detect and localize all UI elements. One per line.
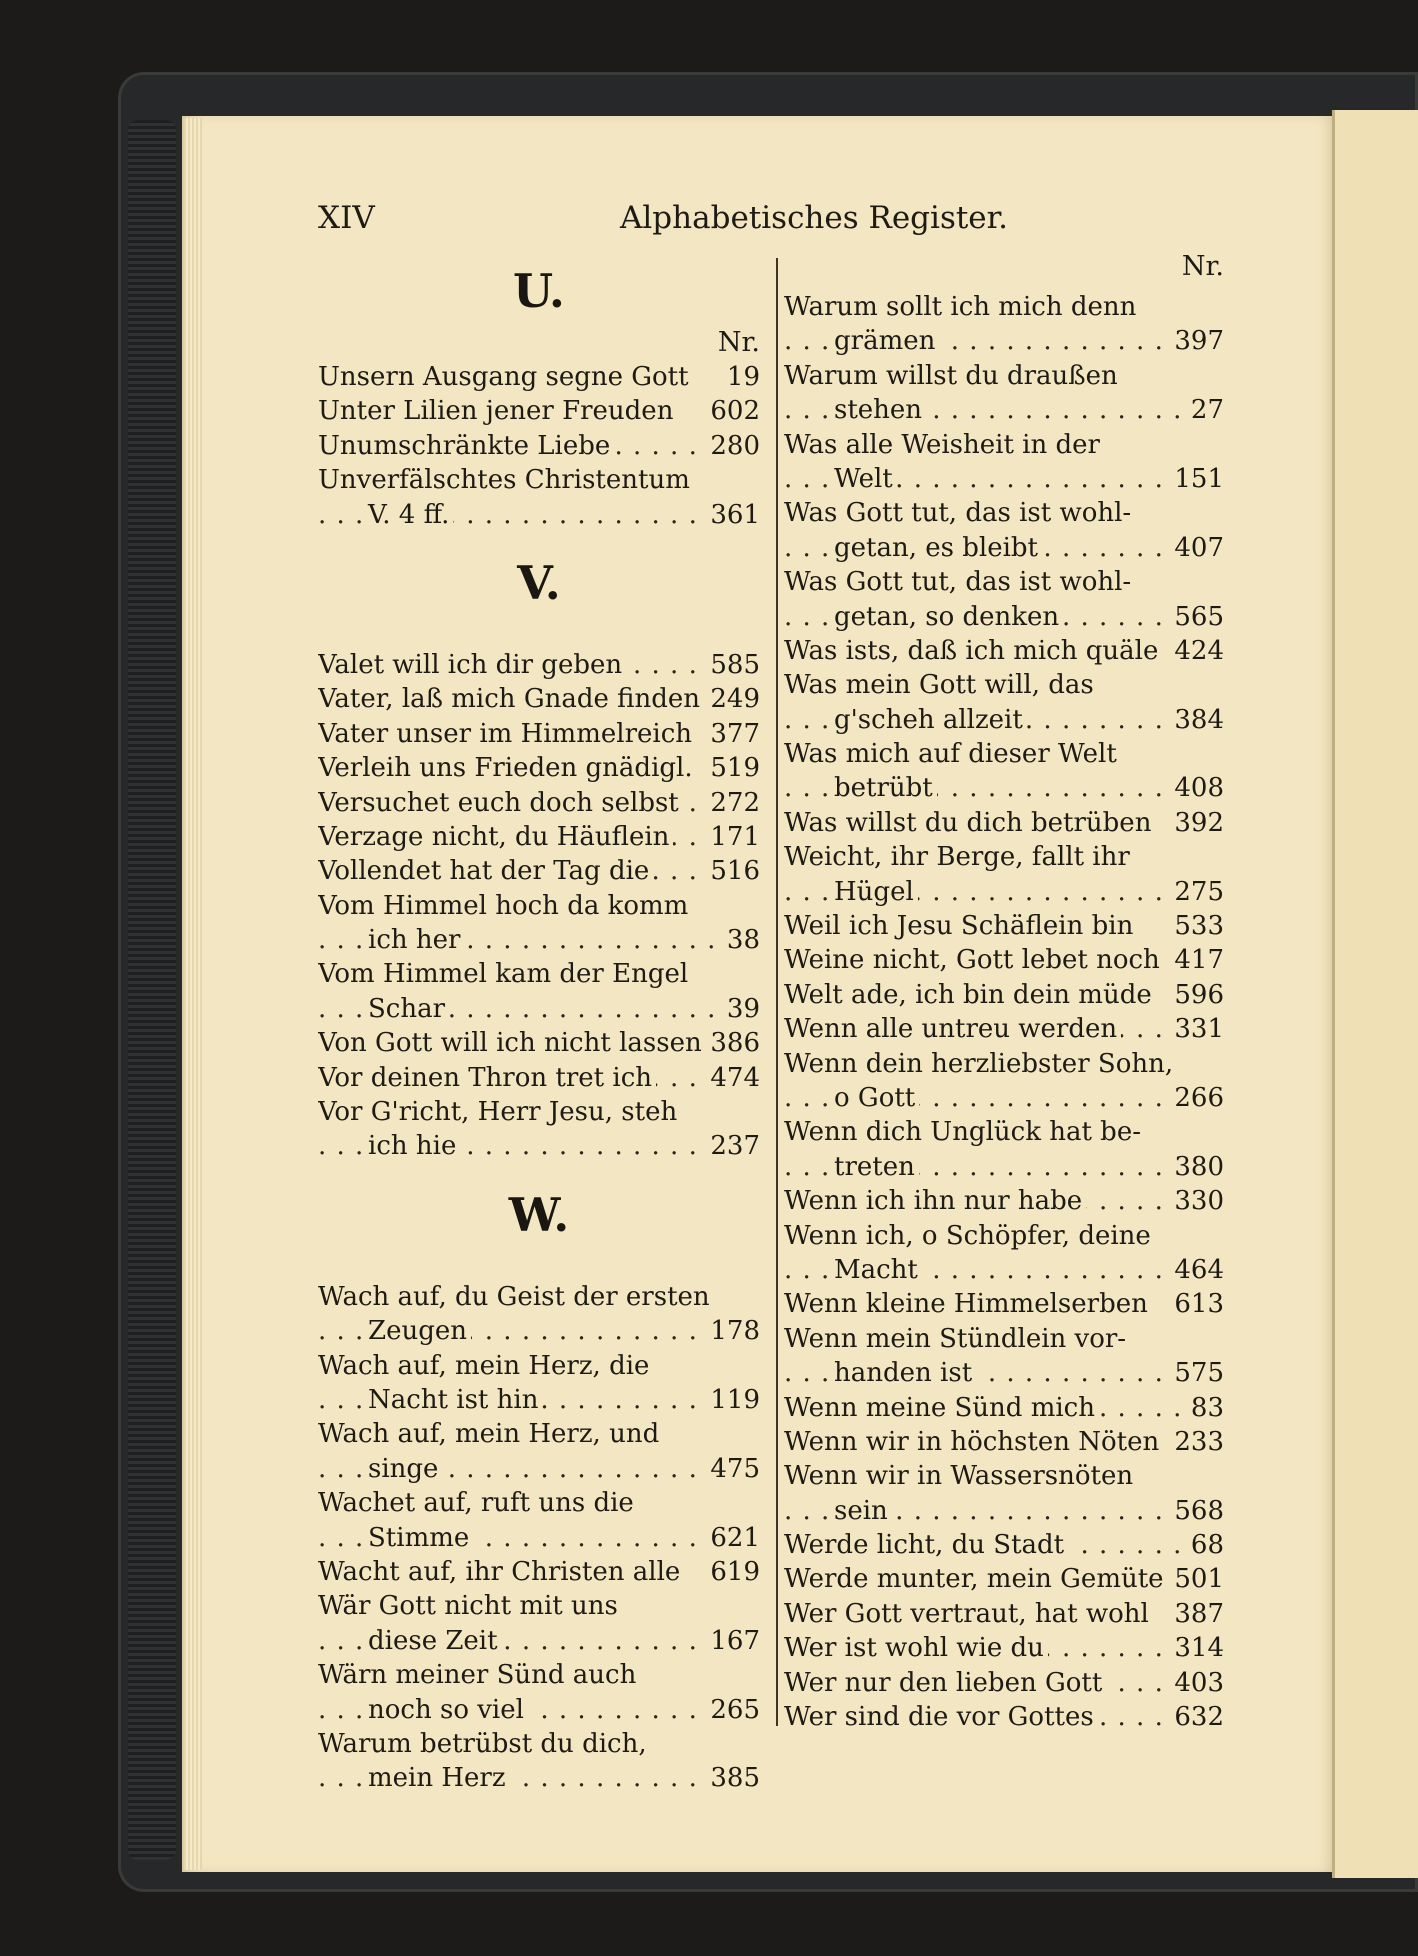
entry-title: g'scheh allzeit <box>834 705 1027 735</box>
index-entry <box>784 359 1224 393</box>
entry-number: 68 <box>1185 1528 1224 1562</box>
section-letter: U. <box>513 264 565 318</box>
entry-number: 314 <box>1168 1631 1224 1665</box>
entry-title: Unter Lilien jener Freuden <box>318 396 677 426</box>
index-entry <box>784 1459 1224 1493</box>
index-entry <box>784 1700 1224 1734</box>
index-entry <box>784 1287 1224 1321</box>
entry-title: Wenn ich, o Schöpfer, deine <box>784 1221 1155 1251</box>
entry-title: Wärn meiner Sünd auch <box>318 1660 640 1690</box>
entry-title: Wenn wir in Wassersnöten <box>784 1461 1137 1491</box>
entry-number: 516 <box>704 854 760 888</box>
entry-title: sein <box>834 1496 892 1526</box>
entry-number: 178 <box>704 1314 760 1348</box>
entry-title: Was Gott tut, das ist wohl- <box>784 498 1135 528</box>
index-entry <box>784 978 1224 1012</box>
entry-title: Versuchet euch doch selbst <box>318 788 683 818</box>
entry-number: 596 <box>1168 978 1224 1012</box>
index-entry <box>318 1129 760 1163</box>
entry-number: 464 <box>1168 1253 1224 1287</box>
index-entry <box>318 820 760 854</box>
entry-number: 533 <box>1168 909 1224 943</box>
index-entry <box>318 1589 760 1623</box>
entry-title: noch so viel <box>368 1695 528 1725</box>
entry-title: Hügel <box>834 877 918 907</box>
entry-title: Was Gott tut, das ist wohl- <box>784 567 1135 597</box>
entry-title: Wenn alle untreu werden <box>784 1014 1121 1044</box>
entry-number: 275 <box>1168 875 1224 909</box>
index-entry <box>318 1555 760 1589</box>
entry-title: Stimme <box>368 1523 473 1553</box>
entry-number: 38 <box>721 923 760 957</box>
entry-title: betrübt <box>834 773 937 803</box>
entry-title: Was mein Gott will, das <box>784 670 1098 700</box>
entry-number: 619 <box>704 1555 760 1589</box>
entry-title: Welt <box>834 464 897 494</box>
entry-number: 266 <box>1168 1081 1224 1115</box>
entry-title: Weine nicht, Gott lebet noch <box>784 945 1164 975</box>
entry-title: Vom Himmel hoch da komm <box>318 891 692 921</box>
entry-number: 280 <box>704 429 760 463</box>
index-entry <box>784 565 1224 599</box>
index-entry <box>784 703 1224 737</box>
index-entry <box>318 1026 760 1060</box>
index-section <box>318 1164 760 1796</box>
entry-title: Wenn wir in höchsten Nöten <box>784 1427 1163 1457</box>
index-entry <box>318 957 760 991</box>
index-column-right <box>784 251 1224 1734</box>
index-section <box>318 532 760 1164</box>
entry-title: Wenn kleine Himmelserben <box>784 1289 1152 1319</box>
entry-number: 265 <box>704 1693 760 1727</box>
entry-title: Vor G'richt, Herr Jesu, steh <box>318 1097 681 1127</box>
entry-title: Valet will ich dir geben <box>318 650 626 680</box>
index-entry <box>784 1150 1224 1184</box>
index-entry <box>784 1666 1224 1700</box>
entry-title: stehen <box>834 395 926 425</box>
entry-title: Unumschränkte Liebe <box>318 431 614 461</box>
entry-title: o Gott <box>834 1083 919 1113</box>
entry-number: 387 <box>1168 1597 1224 1631</box>
entry-title: Was willst du dich betrüben <box>784 808 1155 838</box>
entry-number: 167 <box>704 1624 760 1658</box>
index-entry <box>784 1391 1224 1425</box>
entry-title: V. 4 ff. <box>368 500 453 530</box>
entry-title: mein Herz <box>368 1763 510 1793</box>
index-entry <box>318 1383 760 1417</box>
index-entry <box>318 751 760 785</box>
index-entry <box>784 1115 1224 1149</box>
entry-title: Weil ich Jesu Schäflein bin <box>784 911 1137 941</box>
entry-title: Wer nur den lieben Gott <box>784 1668 1106 1698</box>
entry-title: Was mich auf dieser Welt <box>784 739 1121 769</box>
index-entry <box>318 429 760 463</box>
entry-number: 585 <box>704 648 760 682</box>
entry-number: 171 <box>704 820 760 854</box>
index-entry <box>318 1486 760 1520</box>
entry-title: Warum willst du draußen <box>784 361 1122 391</box>
entry-number: 233 <box>1168 1425 1224 1459</box>
index-entry <box>784 909 1224 943</box>
index-entry <box>318 923 760 957</box>
index-entry <box>318 1280 760 1314</box>
entry-number: 613 <box>1168 1287 1224 1321</box>
entry-number: 331 <box>1168 1012 1224 1046</box>
index-entry <box>784 1184 1224 1218</box>
index-entry <box>784 1356 1224 1390</box>
entry-title: Wär Gott nicht mit uns <box>318 1591 622 1621</box>
entry-number: 408 <box>1168 771 1224 805</box>
entry-title: Welt ade, ich bin dein müde <box>784 980 1156 1010</box>
entry-number: 249 <box>704 682 760 716</box>
entry-title: Zeugen <box>368 1316 471 1346</box>
entry-title: diese Zeit <box>368 1626 502 1656</box>
index-entry <box>318 854 760 888</box>
index-entry <box>784 806 1224 840</box>
entry-number: 575 <box>1168 1356 1224 1390</box>
index-entry <box>784 1631 1224 1665</box>
index-entry <box>784 1219 1224 1253</box>
index-entry <box>318 394 760 428</box>
entry-title: Wach auf, mein Herz, und <box>318 1419 663 1449</box>
entry-title: Werde munter, mein Gemüte <box>784 1564 1168 1594</box>
entry-number: 424 <box>1168 634 1224 668</box>
index-entry <box>318 648 760 682</box>
entry-number: 397 <box>1168 324 1224 358</box>
entry-number: 119 <box>704 1383 760 1417</box>
entry-number: 474 <box>704 1061 760 1095</box>
entry-number: 407 <box>1168 531 1224 565</box>
entry-number: 403 <box>1168 1666 1224 1700</box>
entry-title: Verzage nicht, du Häuflein <box>318 822 673 852</box>
entry-number: 602 <box>704 394 760 428</box>
section-letter: W. <box>508 1187 570 1242</box>
index-entry <box>784 324 1224 358</box>
index-entry <box>784 943 1224 977</box>
entry-title: Vor deinen Thron tret ich <box>318 1063 656 1093</box>
index-entry <box>318 463 760 497</box>
index-entry <box>784 531 1224 565</box>
index-column-left <box>318 256 760 1796</box>
entry-number: 151 <box>1168 462 1224 496</box>
entry-title: singe <box>368 1454 442 1484</box>
entry-title: grämen <box>834 326 939 356</box>
entry-number: 377 <box>704 717 760 751</box>
entry-title: Wer ist wohl wie du <box>784 1633 1048 1663</box>
index-entry <box>784 1597 1224 1631</box>
entry-number: 237 <box>704 1129 760 1163</box>
entry-title: Wenn meine Sünd mich <box>784 1393 1099 1423</box>
entry-title: Wer sind die vor Gottes <box>784 1702 1098 1732</box>
nr-column-header: Nr. <box>717 327 760 358</box>
entry-title: Warum betrübst du dich, <box>318 1729 651 1759</box>
entry-title: Macht <box>834 1255 922 1285</box>
index-entry <box>318 1417 760 1451</box>
index-entry <box>784 771 1224 805</box>
page-stack-edge <box>184 118 202 1870</box>
index-entry <box>784 393 1224 427</box>
index-section <box>318 256 760 532</box>
index-entry <box>784 428 1224 462</box>
entry-number: 565 <box>1168 600 1224 634</box>
index-entry <box>784 290 1224 324</box>
entry-title: Wenn mein Stündlein vor- <box>784 1324 1130 1354</box>
entry-title: ich hie <box>368 1131 460 1161</box>
entry-title: Wacht auf, ihr Christen alle <box>318 1557 684 1587</box>
entry-title: Unsern Ausgang segne Gott <box>318 362 693 392</box>
entry-title: Wer Gott vertraut, hat wohl <box>784 1599 1153 1629</box>
page-number: XIV <box>318 200 375 236</box>
entry-number: 380 <box>1168 1150 1224 1184</box>
entry-title: Von Gott will ich nicht lassen <box>318 1028 706 1058</box>
index-entry <box>318 1095 760 1129</box>
index-entry <box>318 1658 760 1692</box>
index-entry <box>784 600 1224 634</box>
index-entry <box>318 786 760 820</box>
entry-title: Werde licht, du Stadt <box>784 1530 1068 1560</box>
index-entry <box>318 1727 760 1761</box>
next-page-edge <box>1332 110 1418 1878</box>
entry-number: 392 <box>1168 806 1224 840</box>
entry-title: Vater unser im Himmelreich <box>318 719 696 749</box>
entry-title: Wach auf, mein Herz, die <box>318 1351 653 1381</box>
entry-title: getan, es bleibt <box>834 533 1042 563</box>
section-letter: V. <box>517 555 561 610</box>
entry-number: 621 <box>704 1521 760 1555</box>
index-entry <box>784 1322 1224 1356</box>
entry-title: Verleih uns Frieden gnädigl. <box>318 753 697 783</box>
entry-number: 501 <box>1168 1562 1224 1596</box>
index-entry <box>784 634 1224 668</box>
index-entry <box>318 1761 760 1795</box>
index-entry <box>318 1314 760 1348</box>
index-entry <box>318 1624 760 1658</box>
entry-number: 386 <box>704 1026 760 1060</box>
nr-column-header: Nr. <box>1181 251 1224 282</box>
index-entry <box>784 1253 1224 1287</box>
entry-number: 417 <box>1168 943 1224 977</box>
column-divider <box>776 258 778 1726</box>
index-entry <box>784 462 1224 496</box>
index-entry <box>318 889 760 923</box>
entry-number: 632 <box>1168 1700 1224 1734</box>
index-entry <box>318 1452 760 1486</box>
index-entry <box>318 1693 760 1727</box>
entry-number: 519 <box>704 751 760 785</box>
index-entry <box>784 737 1224 771</box>
index-entry <box>318 717 760 751</box>
index-entry <box>784 1562 1224 1596</box>
entry-title: Was ists, daß ich mich quäle <box>784 636 1162 666</box>
entry-title: Wachet auf, ruft uns die <box>318 1488 638 1518</box>
entry-number: 330 <box>1168 1184 1224 1218</box>
index-entry <box>318 1349 760 1383</box>
entry-title: handen ist <box>834 1358 976 1388</box>
entry-number: 83 <box>1185 1391 1224 1425</box>
entry-title: Wach auf, du Geist der ersten <box>318 1282 714 1312</box>
index-entry <box>318 682 760 716</box>
entry-title: Warum sollt ich mich denn <box>784 292 1140 322</box>
index-entry <box>784 840 1224 874</box>
book-spine <box>128 120 176 1860</box>
entry-title: Unverfälschtes Christentum <box>318 465 694 495</box>
entry-title: Vollendet hat der Tag die <box>318 856 653 886</box>
entry-number: 475 <box>704 1452 760 1486</box>
index-entry <box>784 875 1224 909</box>
entry-number: 39 <box>721 992 760 1026</box>
entry-title: Vater, laß mich Gnade finden <box>318 684 704 714</box>
entry-title: Nacht ist hin <box>368 1385 542 1415</box>
index-entry <box>784 1012 1224 1046</box>
entry-number: 27 <box>1185 393 1224 427</box>
entry-title: Wenn ich ihn nur habe <box>784 1186 1086 1216</box>
entry-title: getan, so denken <box>834 602 1063 632</box>
entry-title: ich her <box>368 925 464 955</box>
entry-number: 272 <box>704 786 760 820</box>
entry-title: Wenn dich Unglück hat be- <box>784 1117 1145 1147</box>
index-entry <box>318 360 760 394</box>
entry-title: Schar <box>368 994 449 1024</box>
index-entry <box>784 496 1224 530</box>
entry-number: 361 <box>704 498 760 532</box>
entry-number: 19 <box>721 360 760 394</box>
entry-number: 568 <box>1168 1494 1224 1528</box>
entry-title: Vom Himmel kam der Engel <box>318 959 692 989</box>
index-entry <box>784 1047 1224 1081</box>
entry-title: treten <box>834 1152 919 1182</box>
index-entry <box>318 1061 760 1095</box>
index-entry <box>318 1521 760 1555</box>
index-entry <box>318 498 760 532</box>
entry-title: Weicht, ihr Berge, fallt ihr <box>784 842 1134 872</box>
entry-title: Was alle Weisheit in der <box>784 430 1104 460</box>
entry-title: Wenn dein herzliebster Sohn, <box>784 1049 1177 1079</box>
index-entry <box>784 1528 1224 1562</box>
running-title: Alphabetisches Register. <box>620 200 1008 236</box>
index-entry <box>784 1425 1224 1459</box>
index-entry <box>784 668 1224 702</box>
index-entry <box>784 1494 1224 1528</box>
index-entry <box>318 992 760 1026</box>
entry-number: 385 <box>704 1761 760 1795</box>
index-entry <box>784 1081 1224 1115</box>
entry-number: 384 <box>1168 703 1224 737</box>
